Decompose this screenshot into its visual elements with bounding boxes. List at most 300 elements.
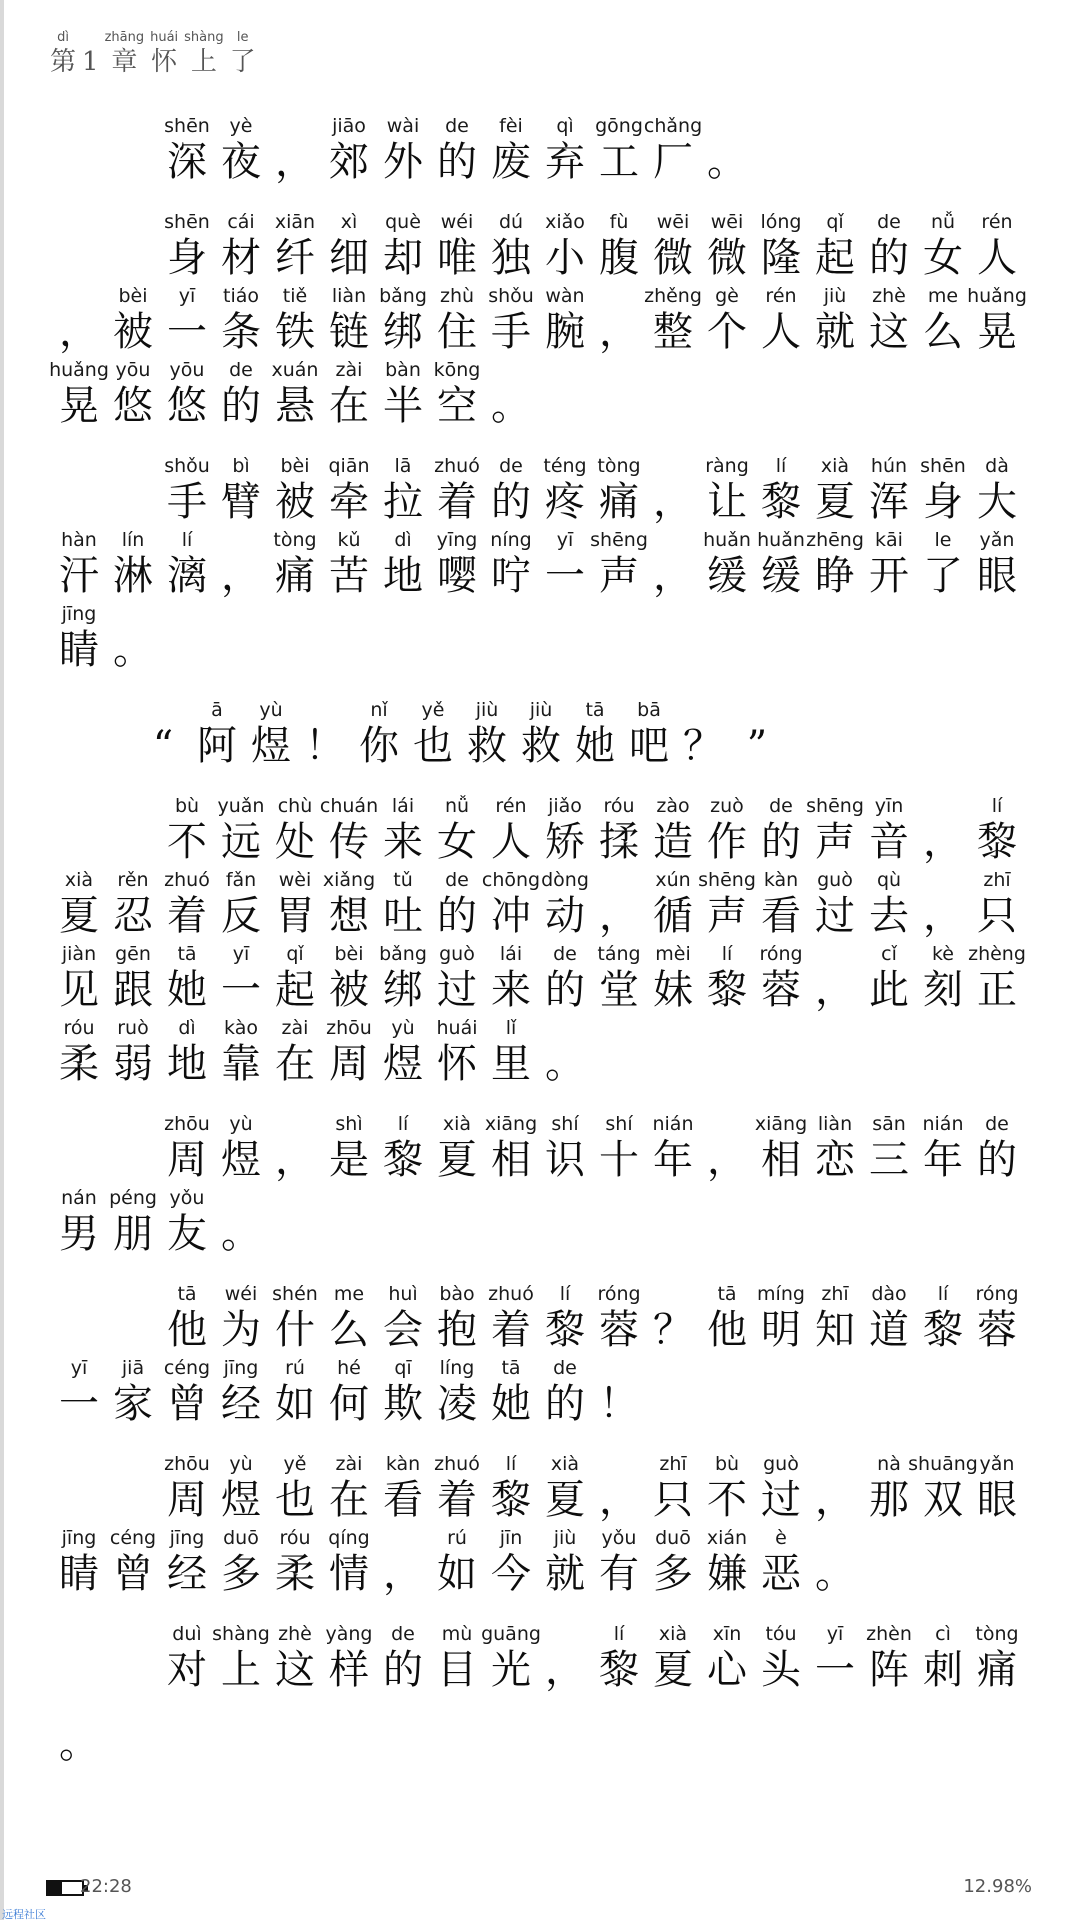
- pinyin: bù: [174, 795, 200, 817]
- ruby-char: [970, 868, 1024, 940]
- pinyin: níng: [490, 529, 532, 551]
- hanzi: 晃: [59, 383, 99, 429]
- ruby-char: [52, 1356, 106, 1428]
- hanzi: 地: [383, 553, 423, 599]
- hanzi: 着: [491, 1307, 531, 1353]
- pinyin: huǎng: [967, 285, 1027, 307]
- ruby-char: [484, 1112, 538, 1184]
- pinyin: yě: [283, 1453, 307, 1475]
- pinyin: lí: [721, 943, 733, 965]
- pinyin: lǐ: [505, 1017, 517, 1039]
- pinyin: bù: [714, 1453, 740, 1475]
- hanzi: 痛: [275, 553, 315, 599]
- pinyin: lí: [181, 529, 193, 551]
- paragraph: [52, 696, 1032, 770]
- hanzi: 他: [707, 1307, 747, 1353]
- ruby-char: [160, 1526, 214, 1598]
- hanzi: ，: [599, 893, 639, 939]
- hanzi: 男: [59, 1211, 99, 1257]
- hanzi: 她: [575, 723, 615, 769]
- ruby-char: [160, 284, 214, 356]
- ruby-char: [754, 1452, 808, 1524]
- text-line: [52, 1620, 1032, 1694]
- ruby-char: [862, 454, 916, 526]
- hanzi: 疼: [545, 479, 585, 525]
- hanzi: 弃: [545, 139, 585, 185]
- ruby-char: [460, 698, 514, 770]
- hanzi: 着: [437, 1477, 477, 1523]
- ruby-char: [322, 210, 376, 282]
- reading-progress: 12.98%: [963, 1876, 1032, 1897]
- pinyin: zhèng: [968, 943, 1026, 965]
- pinyin: kàn: [385, 1453, 421, 1475]
- pinyin: de: [445, 115, 469, 137]
- ruby-char: [106, 284, 160, 356]
- ruby-char: [322, 1356, 376, 1428]
- hanzi: 明: [761, 1307, 801, 1353]
- pinyin: róng: [759, 943, 803, 965]
- hanzi: ，: [599, 309, 639, 355]
- ruby-char: [106, 528, 160, 600]
- pinyin: jiā: [121, 1357, 145, 1379]
- pinyin: yī: [556, 529, 574, 551]
- ruby-char: [754, 1112, 808, 1184]
- hanzi: 不: [707, 1477, 747, 1523]
- pinyin: huì: [388, 1283, 418, 1305]
- pinyin: zài: [281, 1017, 309, 1039]
- hanzi: 。: [221, 1211, 261, 1257]
- hanzi: 身: [167, 235, 207, 281]
- ruby-char: [484, 528, 538, 600]
- hanzi: 链: [329, 309, 369, 355]
- pinyin: yōu: [115, 359, 151, 381]
- ruby-char: [808, 284, 862, 356]
- ruby-char: [106, 868, 160, 940]
- hanzi: 厂: [653, 139, 693, 185]
- hanzi: 刻: [923, 967, 963, 1013]
- pinyin: liàn: [817, 1113, 853, 1135]
- ruby-char: [160, 1356, 214, 1428]
- hanzi: 唯: [437, 235, 477, 281]
- text-line: [52, 1694, 1032, 1768]
- pinyin: tā: [717, 1283, 737, 1305]
- chapter-content[interactable]: [49, 112, 1032, 1790]
- pinyin: me: [333, 1283, 365, 1305]
- hanzi: 会: [383, 1307, 423, 1353]
- hanzi: 的: [545, 967, 585, 1013]
- pinyin: bǎng: [379, 285, 427, 307]
- hanzi: 咛: [491, 553, 531, 599]
- ruby-char: [970, 454, 1024, 526]
- ruby-char: [376, 868, 430, 940]
- pinyin: nǐ: [370, 699, 388, 721]
- pinyin: lái: [499, 943, 523, 965]
- pinyin: gōng: [595, 115, 643, 137]
- hanzi: 女: [437, 819, 477, 865]
- pinyin: xiāng: [754, 1113, 808, 1135]
- ruby-char: [160, 868, 214, 940]
- ruby-char: [430, 358, 484, 430]
- hanzi: 音: [869, 819, 909, 865]
- ruby-char: [106, 1016, 160, 1088]
- hanzi: 整: [653, 309, 693, 355]
- pinyin: lín: [121, 529, 145, 551]
- hanzi: 。: [113, 627, 153, 673]
- hanzi: 过: [761, 1477, 801, 1523]
- ruby-char: [268, 284, 322, 356]
- hanzi: 嘤: [437, 553, 477, 599]
- hanzi: 煜: [221, 1137, 261, 1183]
- hanzi: 夜: [221, 139, 261, 185]
- ruby-char: [568, 698, 622, 770]
- hanzi: 一: [59, 1381, 99, 1427]
- pinyin: nán: [61, 1187, 97, 1209]
- hanzi: ，: [221, 553, 261, 599]
- ruby-char: [268, 528, 322, 600]
- hanzi: 郊: [329, 139, 369, 185]
- hanzi: 的: [761, 819, 801, 865]
- text-line: [52, 208, 1032, 282]
- pinyin: xià: [550, 1453, 580, 1475]
- hanzi: ，: [599, 1477, 639, 1523]
- ruby-char: [754, 942, 808, 1014]
- pinyin: céng: [109, 1527, 157, 1549]
- chapter-title: [50, 30, 262, 78]
- ruby-char: [322, 1282, 376, 1354]
- pinyin: de: [877, 211, 901, 233]
- pinyin: de: [985, 1113, 1009, 1135]
- hanzi: 一: [167, 309, 207, 355]
- pinyin: zhī: [821, 1283, 849, 1305]
- ruby-char: [376, 454, 430, 526]
- hanzi: 夏: [653, 1647, 693, 1693]
- hanzi: 夏: [815, 479, 855, 525]
- hanzi: ，: [653, 479, 693, 525]
- hanzi: 过: [437, 967, 477, 1013]
- hanzi: 友: [167, 1211, 207, 1257]
- text-line: [52, 1184, 1032, 1258]
- hanzi: 眼: [977, 1477, 1017, 1523]
- pinyin: liàn: [331, 285, 367, 307]
- punctuation: [646, 454, 700, 526]
- ruby-char: [430, 1282, 484, 1354]
- ruby-char: [160, 794, 214, 866]
- ruby-char: [754, 868, 808, 940]
- pinyin: mù: [441, 1623, 473, 1645]
- ruby-char: [970, 794, 1024, 866]
- hanzi: 心: [707, 1647, 747, 1693]
- pinyin: nián: [652, 1113, 694, 1135]
- pinyin: hàn: [61, 529, 97, 551]
- punctuation: [730, 698, 784, 770]
- hanzi: ？: [653, 1307, 693, 1353]
- pinyin: rén: [765, 285, 797, 307]
- hanzi: 里: [491, 1041, 531, 1087]
- ruby-char: [754, 528, 808, 600]
- ruby-char: [52, 528, 106, 600]
- hanzi: 曾: [113, 1551, 153, 1597]
- pinyin: yù: [259, 699, 283, 721]
- ruby-char: [244, 698, 298, 770]
- ruby-char: [214, 868, 268, 940]
- hanzi: 在: [329, 383, 369, 429]
- hanzi: 隆: [761, 235, 801, 281]
- hanzi: 一: [815, 1647, 855, 1693]
- pinyin: yàng: [325, 1623, 373, 1645]
- hanzi: 循: [653, 893, 693, 939]
- hanzi: 微: [653, 235, 693, 281]
- ruby-char: [538, 1452, 592, 1524]
- pinyin: chuán: [319, 795, 379, 817]
- ruby-char: [322, 942, 376, 1014]
- pinyin: líng: [439, 1357, 475, 1379]
- ruby-char: [484, 1526, 538, 1598]
- ruby-char: [52, 942, 106, 1014]
- pinyin: qì: [556, 115, 574, 137]
- punctuation: [916, 794, 970, 866]
- pinyin: cái: [227, 211, 255, 233]
- ruby-char: [214, 1452, 268, 1524]
- ruby-char: [481, 1622, 541, 1694]
- pinyin: jīn: [499, 1527, 523, 1549]
- text-line: [52, 1110, 1032, 1184]
- hanzi: 对: [167, 1647, 207, 1693]
- pinyin: tā: [177, 943, 197, 965]
- ruby-char: [268, 454, 322, 526]
- pinyin: yè: [229, 115, 253, 137]
- hanzi: 黎: [599, 1647, 639, 1693]
- chapter-title-pinyin: shàng: [184, 30, 224, 45]
- punctuation: [592, 284, 646, 356]
- hanzi: 汗: [59, 553, 99, 599]
- hanzi: 看: [383, 1477, 423, 1523]
- pinyin: rěn: [117, 869, 149, 891]
- hanzi: 腕: [545, 309, 585, 355]
- text-line: [52, 600, 1032, 674]
- punctuation: [916, 868, 970, 940]
- hanzi: 也: [413, 723, 453, 769]
- hanzi: 他: [167, 1307, 207, 1353]
- ruby-char: [268, 1452, 322, 1524]
- hanzi: 夏: [437, 1137, 477, 1183]
- hanzi: 抱: [437, 1307, 477, 1353]
- hanzi: 煜: [251, 723, 291, 769]
- pinyin: jīng: [223, 1357, 259, 1379]
- ruby-char: [538, 454, 592, 526]
- punctuation: [538, 1016, 592, 1088]
- ruby-char: [700, 528, 754, 600]
- pinyin: què: [385, 211, 421, 233]
- paragraph: [52, 1110, 1032, 1258]
- pinyin: shén: [272, 1283, 318, 1305]
- ruby-char: [754, 1526, 808, 1598]
- pinyin: qǐ: [826, 211, 844, 233]
- hanzi: 被: [275, 479, 315, 525]
- watermark: 远程社区: [2, 1908, 46, 1921]
- pinyin: yě: [421, 699, 445, 721]
- pinyin: shí: [605, 1113, 633, 1135]
- pinyin: nà: [877, 1453, 901, 1475]
- pinyin: zhēng: [806, 529, 864, 551]
- pinyin: rú: [285, 1357, 305, 1379]
- hanzi: 。: [707, 139, 747, 185]
- pinyin: shì: [335, 1113, 363, 1135]
- hanzi: 如: [437, 1551, 477, 1597]
- hanzi: 蓉: [761, 967, 801, 1013]
- hanzi: 动: [545, 893, 585, 939]
- ruby-char: [322, 528, 376, 600]
- pinyin: tiě: [282, 285, 308, 307]
- ruby-char: [700, 1452, 754, 1524]
- pinyin: jiāo: [332, 115, 366, 137]
- hanzi: 深: [167, 139, 207, 185]
- ruby-char: [908, 1452, 978, 1524]
- hanzi: 开: [869, 553, 909, 599]
- pinyin: yīng: [436, 529, 478, 551]
- ruby-char: [430, 794, 484, 866]
- ruby-char: [160, 1016, 214, 1088]
- hanzi: 来: [383, 819, 423, 865]
- ruby-char: [484, 794, 538, 866]
- ruby-char: [214, 1356, 268, 1428]
- hanzi: 多: [221, 1551, 261, 1597]
- hanzi: 怀: [437, 1041, 477, 1087]
- ruby-char: [916, 528, 970, 600]
- hanzi: 救: [467, 723, 507, 769]
- pinyin: le: [934, 529, 952, 551]
- punctuation: [376, 1526, 430, 1598]
- paragraph: [52, 1620, 1032, 1768]
- punctuation: [268, 114, 322, 186]
- ruby-char: [916, 210, 970, 282]
- chapter-title-pinyin: huái: [150, 30, 179, 45]
- hanzi: 绑: [383, 309, 423, 355]
- ruby-char: [622, 698, 676, 770]
- punctuation: [298, 698, 352, 770]
- hanzi: 这: [869, 309, 909, 355]
- ruby-char: [862, 1112, 916, 1184]
- ruby-char: [52, 1016, 106, 1088]
- hanzi: 黎: [707, 967, 747, 1013]
- ruby-char: [538, 942, 592, 1014]
- ruby-char: [376, 528, 430, 600]
- pinyin: zhuó: [488, 1283, 534, 1305]
- ruby-char: [430, 1016, 484, 1088]
- pinyin: duō: [223, 1527, 259, 1549]
- ruby-char: [538, 528, 592, 600]
- hanzi: 么: [923, 309, 963, 355]
- hanzi: 刺: [923, 1647, 963, 1693]
- pinyin: chōng: [481, 869, 541, 891]
- pinyin: wéi: [440, 211, 474, 233]
- hanzi: 苦: [329, 553, 369, 599]
- hanzi: 想: [329, 893, 369, 939]
- hanzi: 黎: [977, 819, 1017, 865]
- ruby-char: [808, 794, 862, 866]
- chapter-title-char: [50, 30, 76, 78]
- hanzi: 此: [869, 967, 909, 1013]
- hanzi: 上: [221, 1647, 261, 1693]
- pinyin: ā: [211, 699, 223, 721]
- hanzi: ，: [59, 309, 99, 355]
- ruby-char: [754, 1622, 808, 1694]
- pinyin: yǎn: [979, 1453, 1015, 1475]
- ruby-char: [268, 358, 322, 430]
- ruby-char: [322, 358, 376, 430]
- ruby-char: [52, 868, 106, 940]
- ruby-char: [643, 114, 703, 186]
- hanzi: 黎: [761, 479, 801, 525]
- ruby-char: [214, 114, 268, 186]
- pinyin: zhōu: [326, 1017, 372, 1039]
- text-line: [49, 356, 1032, 430]
- pinyin: jiǎo: [548, 795, 582, 817]
- ruby-char: [700, 942, 754, 1014]
- pinyin: guò: [439, 943, 475, 965]
- text-line: [52, 1524, 1032, 1598]
- ruby-char: [322, 1112, 376, 1184]
- ruby-char: [646, 284, 700, 356]
- hanzi: 的: [437, 893, 477, 939]
- hanzi: 吧: [629, 723, 669, 769]
- ruby-char: [700, 454, 754, 526]
- hanzi: 作: [707, 819, 747, 865]
- pinyin: nǚ: [444, 795, 470, 817]
- hanzi: 废: [491, 139, 531, 185]
- hanzi: 被: [113, 309, 153, 355]
- punctuation: [592, 868, 646, 940]
- ruby-char: [862, 1622, 916, 1694]
- ruby-char: [160, 454, 214, 526]
- pinyin: zhōu: [164, 1453, 210, 1475]
- ruby-char: [430, 284, 484, 356]
- hanzi: 了: [923, 553, 963, 599]
- ruby-char: [754, 1282, 808, 1354]
- pinyin: bèi: [280, 455, 310, 477]
- hanzi: 弱: [113, 1041, 153, 1087]
- ruby-char: [430, 1622, 484, 1694]
- hanzi: 。: [815, 1551, 855, 1597]
- pinyin: me: [927, 285, 959, 307]
- punctuation: [214, 528, 268, 600]
- pinyin: yǎn: [979, 529, 1015, 551]
- text-line: [52, 696, 1032, 770]
- hanzi: ，: [707, 1137, 747, 1183]
- hanzi: 就: [815, 309, 855, 355]
- ruby-char: [646, 1112, 700, 1184]
- ruby-char: [430, 868, 484, 940]
- pinyin: ruò: [117, 1017, 149, 1039]
- text-line: [52, 526, 1032, 600]
- pinyin: lí: [505, 1453, 517, 1475]
- hanzi: 一: [545, 553, 585, 599]
- ruby-char: [538, 794, 592, 866]
- pinyin: huǎn: [757, 529, 805, 551]
- ruby-char: [376, 210, 430, 282]
- pinyin: wài: [386, 115, 420, 137]
- battery-icon: [46, 1880, 84, 1896]
- ruby-char: [106, 1356, 160, 1428]
- chapter-title-hanzi: 怀: [151, 47, 178, 77]
- pinyin: bèi: [334, 943, 364, 965]
- pinyin: lái: [391, 795, 415, 817]
- ruby-char: [160, 1186, 214, 1258]
- hanzi: 睛: [59, 627, 99, 673]
- pinyin: zhù: [439, 285, 475, 307]
- ruby-char: [970, 1282, 1024, 1354]
- pinyin: guò: [817, 869, 853, 891]
- paragraph: [52, 112, 1032, 186]
